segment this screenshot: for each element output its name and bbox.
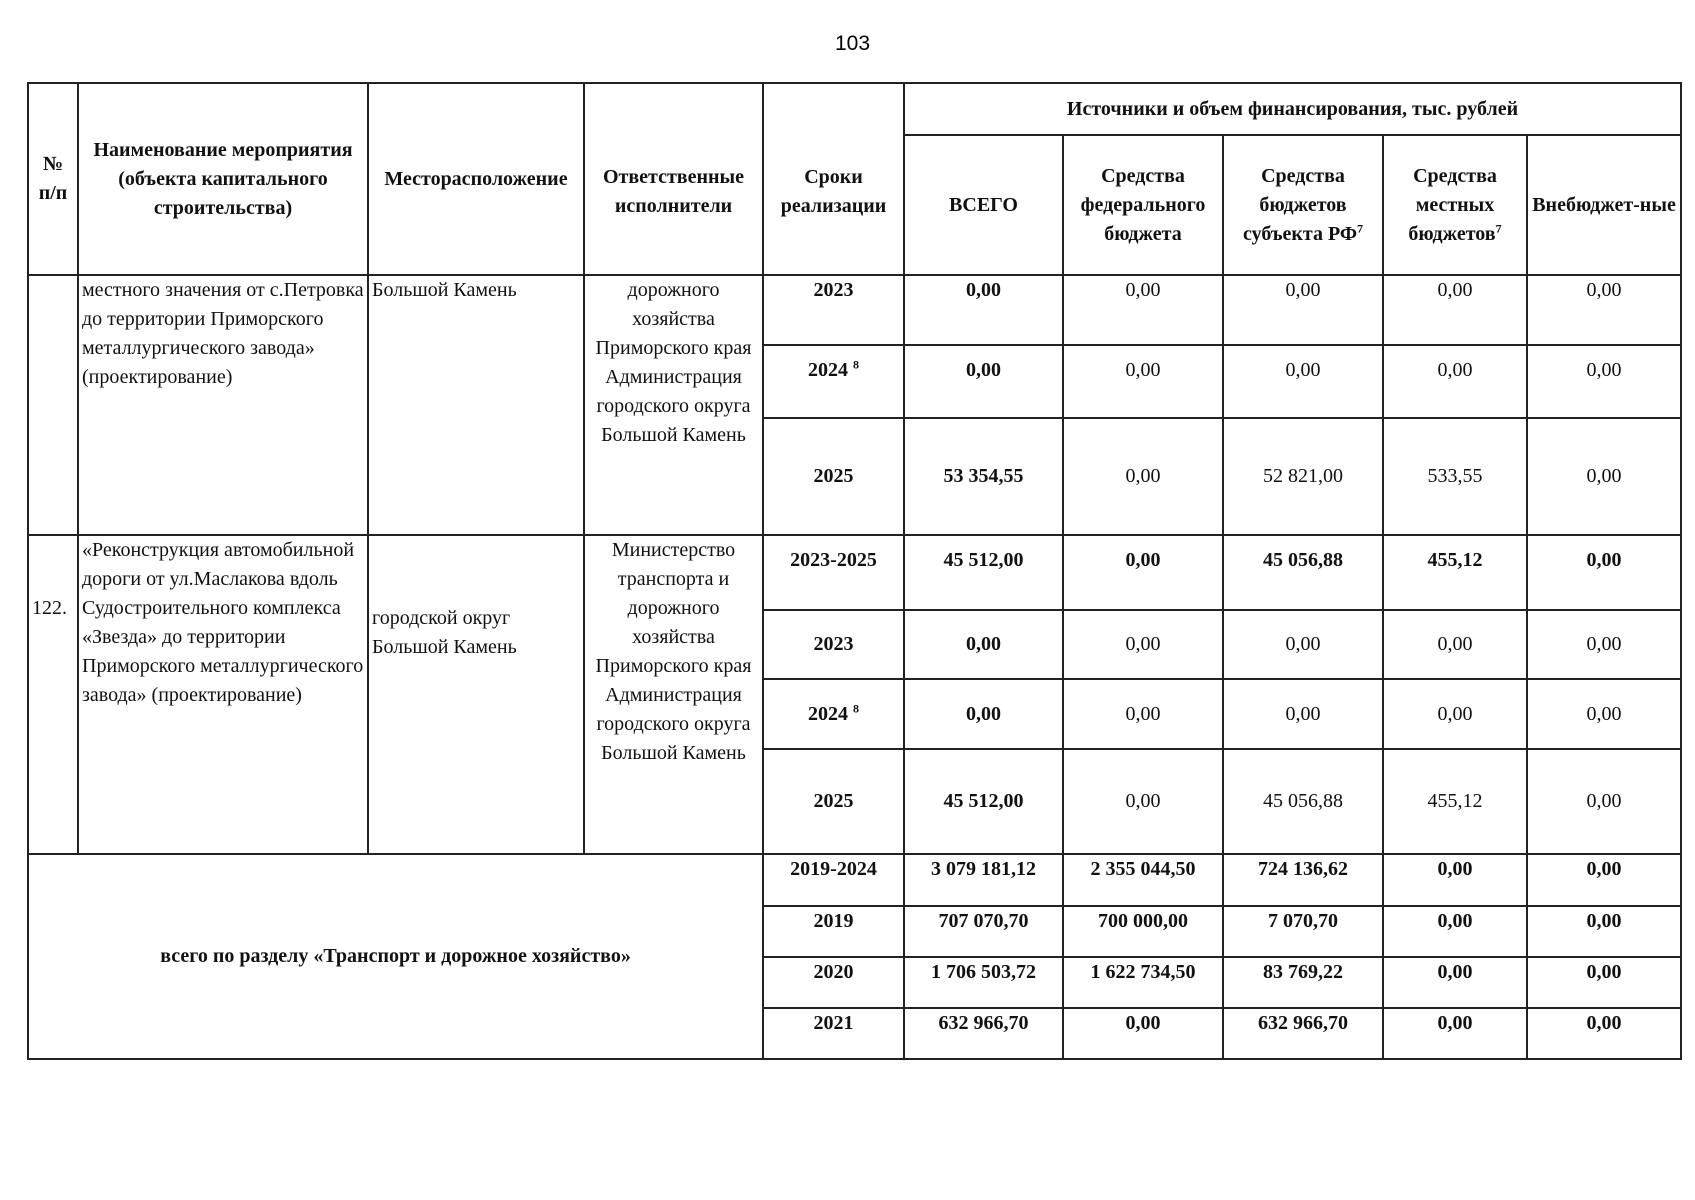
local-cell: 455,12 — [1383, 749, 1527, 854]
regional-cell: 83 769,22 — [1223, 957, 1383, 1008]
row-number: 122. — [28, 535, 78, 854]
financing-table — [27, 82, 1682, 1060]
period-cell: 2019-2024 — [763, 854, 904, 906]
extra-cell: 0,00 — [1527, 418, 1681, 535]
header-name: Наименование мероприятия (объекта капитального строительства) — [78, 83, 368, 275]
local-cell: 0,00 — [1383, 679, 1527, 749]
period-cell: 2025 — [763, 418, 904, 535]
section-total-label: всего по разделу «Транспорт и дорожное хозяйство» — [28, 854, 763, 1059]
total-cell: 0,00 — [904, 345, 1063, 418]
total-cell: 53 354,55 — [904, 418, 1063, 535]
extra-cell: 0,00 — [1527, 535, 1681, 610]
header-responsible: Ответственные исполнители — [584, 83, 763, 275]
footnote-marker: 7 — [1495, 220, 1502, 235]
header-period: Сроки реализации — [763, 83, 904, 275]
period-cell: 2020 — [763, 957, 904, 1008]
item-name: «Реконструкция автомобильной дороги от ул.Маслакова вдоль Судостроительного комплекса «Звезда» до территории Приморского металлургического завода» (проектирование) — [78, 535, 368, 854]
table-row — [28, 535, 1681, 610]
period-cell: 2021 — [763, 1008, 904, 1059]
item-location: Большой Камень — [368, 275, 584, 535]
period-cell: 2025 — [763, 749, 904, 854]
total-cell: 0,00 — [904, 679, 1063, 749]
extra-cell: 0,00 — [1527, 275, 1681, 345]
regional-cell: 0,00 — [1223, 345, 1383, 418]
header-regional: Средства бюджетов субъекта $РФ^7$ — [1223, 135, 1383, 275]
extra-cell: 0,00 — [1527, 1008, 1681, 1059]
total-cell: 45 512,00 — [904, 749, 1063, 854]
footnote-marker: 7 — [1357, 220, 1364, 235]
total-cell: 0,00 — [904, 275, 1063, 345]
local-cell: 0,00 — [1383, 610, 1527, 679]
header-federal: Средства федерального бюджета — [1063, 135, 1223, 275]
header-sources: Источники и объем финансирования, тыс. рублей — [904, 83, 1681, 135]
header-local: Средства местных бюджетов$^7$ — [1383, 135, 1527, 275]
extra-cell: 0,00 — [1527, 679, 1681, 749]
total-cell: 707 070,70 — [904, 906, 1063, 957]
local-cell: 0,00 — [1383, 957, 1527, 1008]
federal-cell: 1 622 734,50 — [1063, 957, 1223, 1008]
federal-cell: 0,00 — [1063, 345, 1223, 418]
regional-cell: 52 821,00 — [1223, 418, 1383, 535]
extra-cell: 0,00 — [1527, 610, 1681, 679]
period-cell: 2023 — [763, 275, 904, 345]
item-location: городской округ Большой Камень — [368, 535, 584, 854]
header-num: № п/п — [28, 83, 78, 275]
row-number-empty — [28, 275, 78, 535]
period-cell: 2019 — [763, 906, 904, 957]
header-location: Месторасположение — [368, 83, 584, 275]
local-cell: 455,12 — [1383, 535, 1527, 610]
total-cell: 45 512,00 — [904, 535, 1063, 610]
federal-cell: 0,00 — [1063, 1008, 1223, 1059]
local-cell: 533,55 — [1383, 418, 1527, 535]
total-row — [28, 854, 1681, 906]
federal-cell: 0,00 — [1063, 535, 1223, 610]
regional-cell: 724 136,62 — [1223, 854, 1383, 906]
period-cell: 2023-2025 — [763, 535, 904, 610]
local-cell: 0,00 — [1383, 854, 1527, 906]
federal-cell: 0,00 — [1063, 679, 1223, 749]
page-number: 103 — [834, 32, 871, 55]
extra-cell: 0,00 — [1527, 957, 1681, 1008]
header-row-1 — [28, 83, 1681, 135]
period-cell: 2024 $^8$ — [763, 679, 904, 749]
header-extra: Внебюджет-ные — [1527, 135, 1681, 275]
total-cell: 1 706 503,72 — [904, 957, 1063, 1008]
federal-cell: 700 000,00 — [1063, 906, 1223, 957]
local-cell: 0,00 — [1383, 345, 1527, 418]
extra-cell: 0,00 — [1527, 906, 1681, 957]
regional-cell: 0,00 — [1223, 275, 1383, 345]
item-responsible: Министерство транспорта и дорожного хозяйства Приморского края Администрация городского округа Большой Камень — [584, 535, 763, 854]
period-cell: 2024 $^8$ — [763, 345, 904, 418]
federal-cell: 0,00 — [1063, 749, 1223, 854]
local-cell: 0,00 — [1383, 275, 1527, 345]
local-cell: 0,00 — [1383, 906, 1527, 957]
regional-cell: 0,00 — [1223, 610, 1383, 679]
federal-cell: 2 355 044,50 — [1063, 854, 1223, 906]
local-cell: 0,00 — [1383, 1008, 1527, 1059]
item-name: местного значения от с.Петровка до территории Приморского металлургического завода» (проектирование) — [78, 275, 368, 535]
regional-cell: 45 056,88 — [1223, 749, 1383, 854]
regional-cell: 0,00 — [1223, 679, 1383, 749]
footnote-marker: 8 — [853, 700, 859, 715]
regional-cell: 7 070,70 — [1223, 906, 1383, 957]
item-responsible: дорожного хозяйства Приморского края Администрация городского округа Большой Камень — [584, 275, 763, 535]
federal-cell: 0,00 — [1063, 275, 1223, 345]
table-row — [28, 275, 1681, 345]
total-cell: 0,00 — [904, 610, 1063, 679]
total-cell: 3 079 181,12 — [904, 854, 1063, 906]
regional-cell: 632 966,70 — [1223, 1008, 1383, 1059]
federal-cell: 0,00 — [1063, 610, 1223, 679]
federal-cell: 0,00 — [1063, 418, 1223, 535]
total-cell: 632 966,70 — [904, 1008, 1063, 1059]
footnote-marker: 8 — [853, 357, 859, 372]
extra-cell: 0,00 — [1527, 854, 1681, 906]
period-cell: 2023 — [763, 610, 904, 679]
extra-cell: 0,00 — [1527, 345, 1681, 418]
extra-cell: 0,00 — [1527, 749, 1681, 854]
regional-cell: 45 056,88 — [1223, 535, 1383, 610]
header-total: ВСЕГО — [904, 135, 1063, 275]
